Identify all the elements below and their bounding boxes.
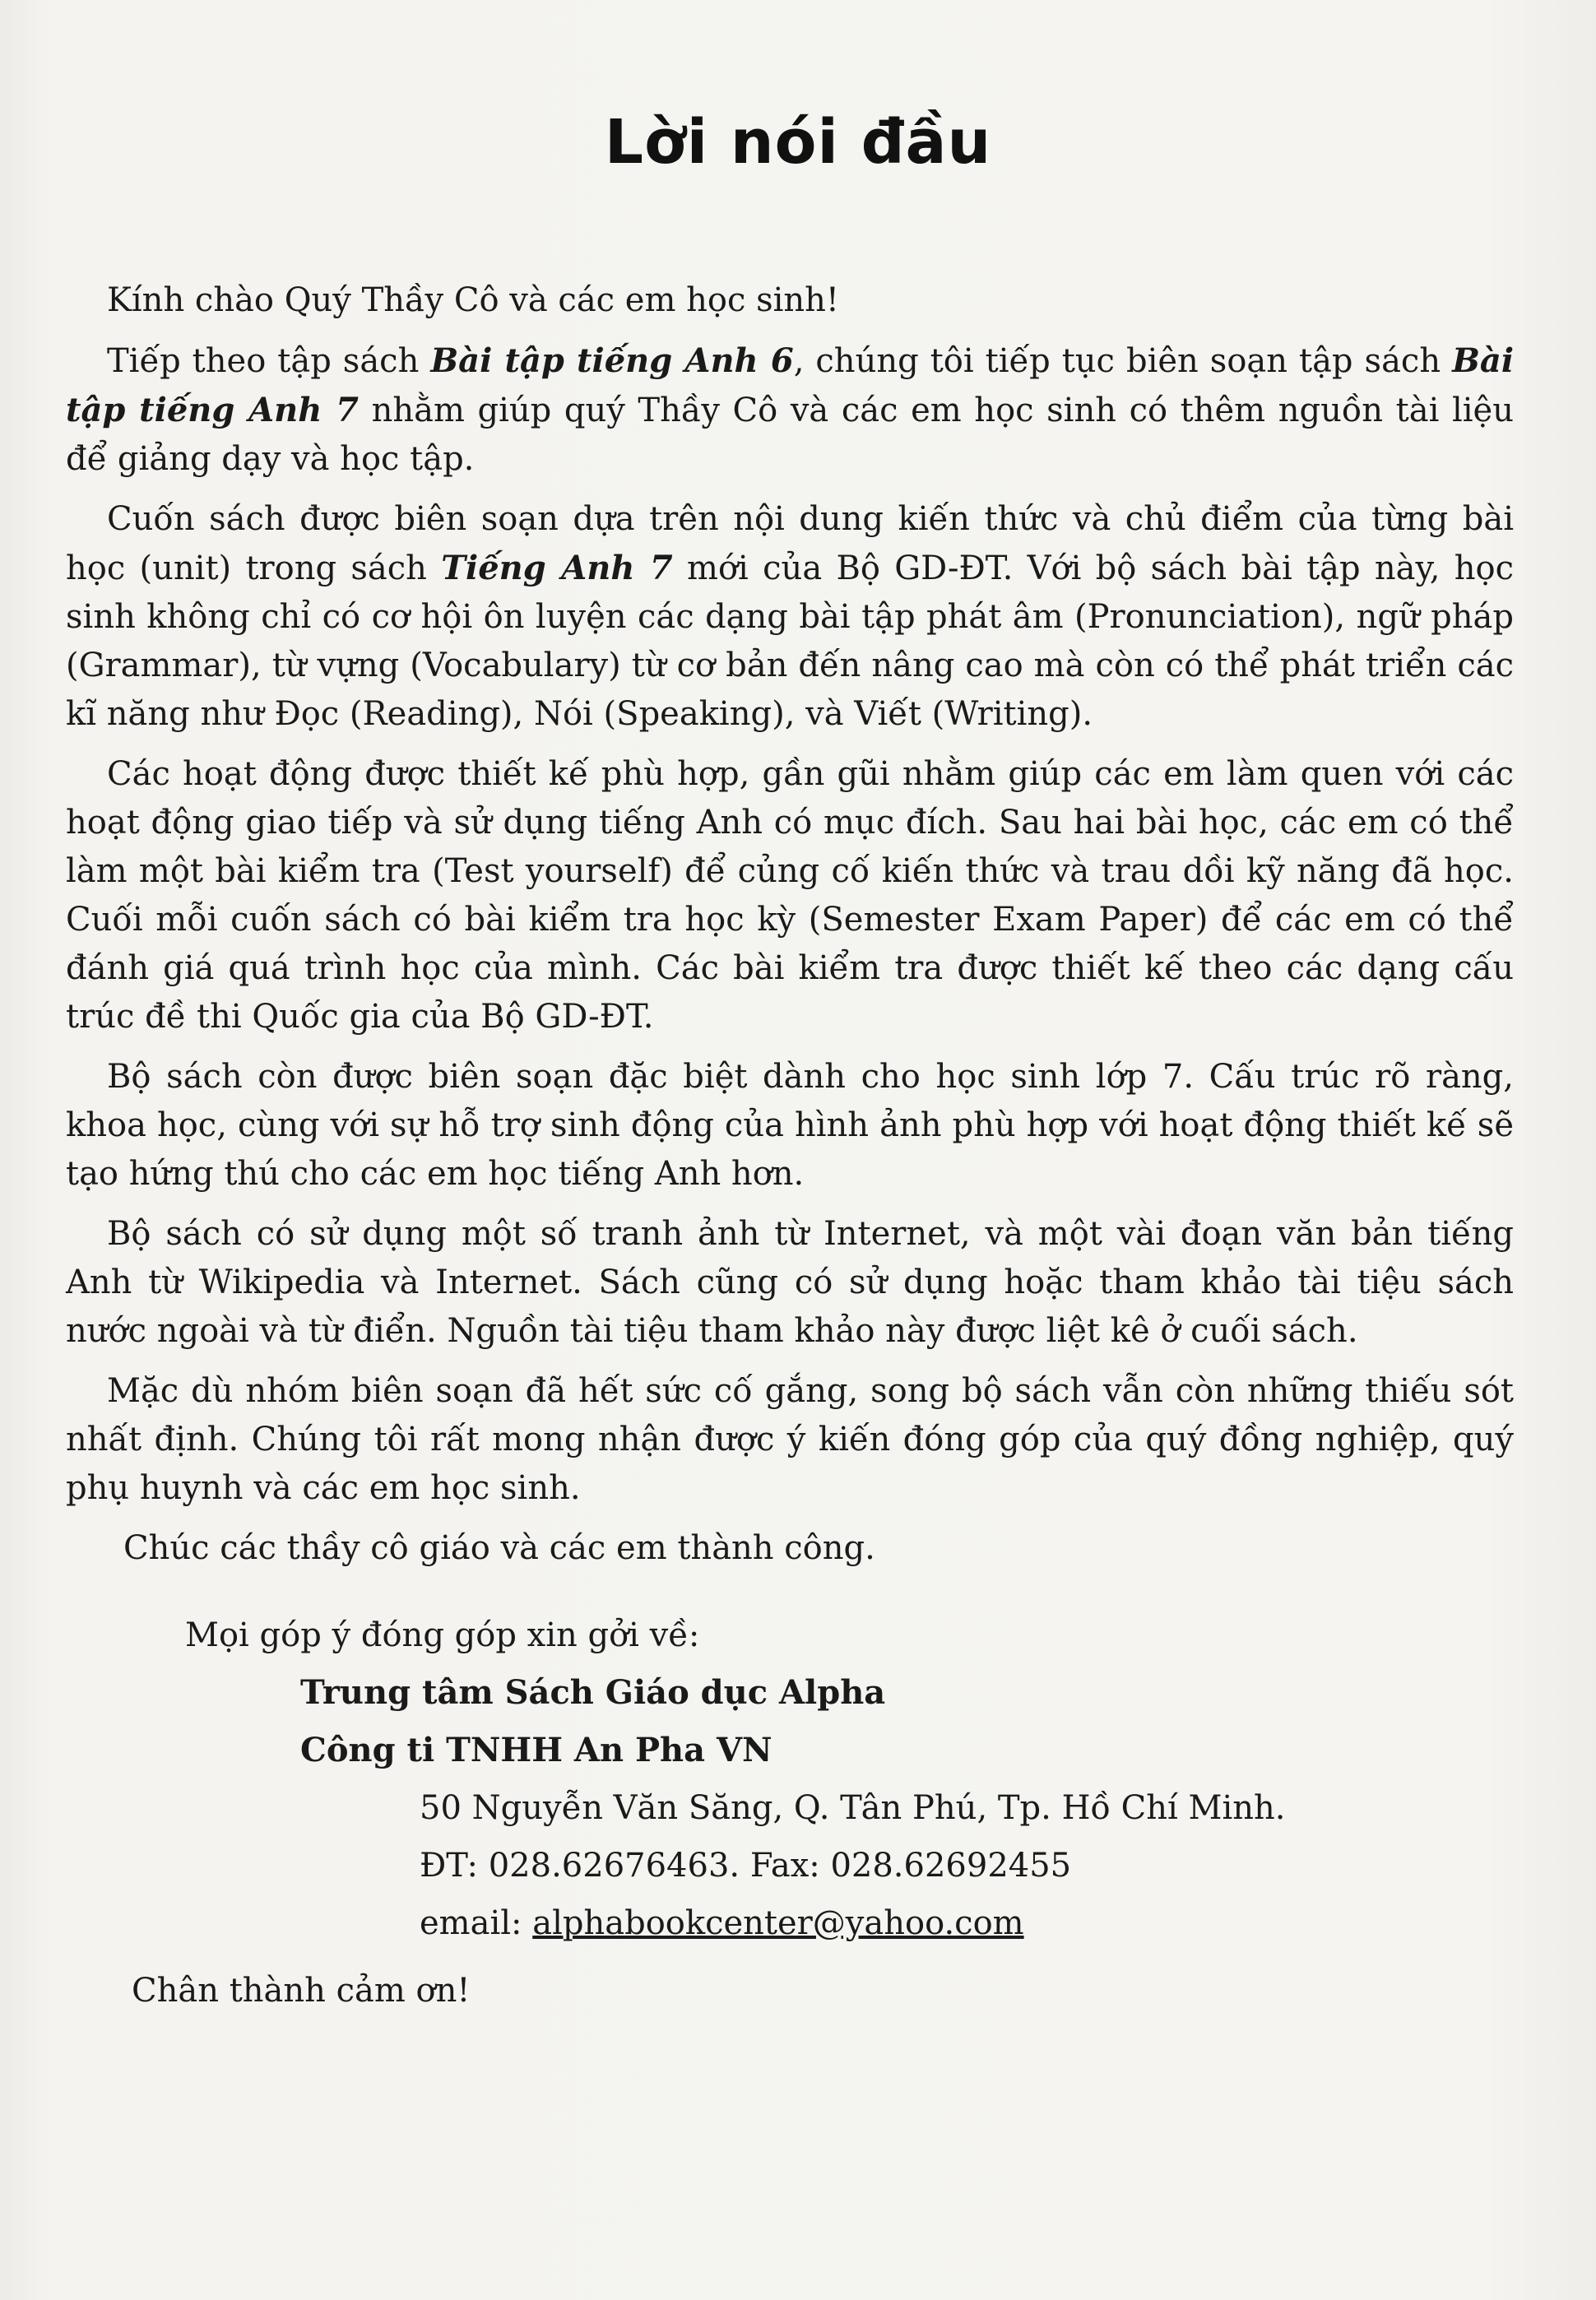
thanks-line: Chân thành cảm ơn! xyxy=(132,1972,471,2010)
company-name: Công ti TNHH An Pha VN xyxy=(300,1731,772,1769)
book-title-7: Bài tập tiếng Anh 7 xyxy=(66,341,1515,429)
paragraph-4 xyxy=(66,1053,1514,1199)
paragraph-6-text: Mặc dù nhóm biên soạn đã hết sức cố gắng, song bộ sách vẫn còn những thiếu sót nhất định. Chúng tôi rất mong nhận được ý kiến đóng góp của quý đồng nghiệp, quý phụ huynh và các em học sinh. xyxy=(66,1372,1514,1507)
organization-name: Trung tâm Sách Giáo dục Alpha xyxy=(300,1673,886,1712)
paragraph-2 xyxy=(66,495,1514,739)
paragraph-3-text: Các hoạt động được thiết kế phù hợp, gần gũi nhằm giúp các em làm quen với các hoạt động giao tiếp và sử dụng tiếng Anh có mục đích. Sau hai bài học, các em có thể làm một bài kiểm tra (Test yourself) để củng cố kiến thức và trau dồi kỹ năng đã học. Cuối mỗi cuốn sách có bài kiểm tra học kỳ (Semester Exam Paper) để các em có thể đánh giá quá trình học của mình. Các bài kiểm tra được thiết kế theo các dạng cấu trúc đề thi Quốc gia của Bộ GD-ĐT. xyxy=(66,755,1514,1036)
paragraph-2-text: mới của Bộ GD-ĐT. Với bộ sách bài tập này, học sinh không chỉ có cơ hội ôn luyện các dạng bài tập phát âm (Pronunciation), ngữ pháp (Grammar), từ vựng (Vocabulary) từ cơ bản đến nâng cao mà còn có thể phát triển các kĩ năng như Đọc (Reading), Nói (Speaking), và Viết (Writing). xyxy=(66,549,1515,733)
paragraph-5 xyxy=(66,1210,1514,1356)
contact-block xyxy=(66,1612,1514,2014)
paragraph-6 xyxy=(66,1367,1514,1513)
paragraph-1 xyxy=(66,336,1514,484)
contact-intro: Mọi góp ý đóng góp xin gởi về: xyxy=(185,1616,700,1654)
address: 50 Nguyễn Văn Săng, Q. Tân Phú, Tp. Hồ Chí Minh. xyxy=(420,1789,1286,1827)
closing-line: Chúc các thầy cô giáo và các em thành công. xyxy=(123,1529,875,1567)
paragraph-5-text: Bộ sách có sử dụng một số tranh ảnh từ Internet, và một vài đoạn văn bản tiếng Anh từ Wikipedia và Internet. Sách cũng có sử dụng hoặc tham khảo tài tiệu sách nước ngoài và từ điển. Nguồn tài tiệu tham khảo này được liệt kê ở cuối sách. xyxy=(66,1215,1514,1350)
paragraph-1-text: , chúng tôi tiếp tục biên soạn tập sách xyxy=(793,342,1453,380)
preface-body xyxy=(66,263,1514,1573)
paragraph-4-text: Bộ sách còn được biên soạn đặc biệt dành cho học sinh lớp 7. Cấu trúc rõ ràng, khoa học, cùng với sự hỗ trợ sinh động của hình ảnh phù hợp với hoạt động thiết kế sẽ tạo hứng thú cho các em học tiếng Anh hơn. xyxy=(66,1058,1514,1193)
email-link[interactable]: alphabookcenter@yahoo.com xyxy=(532,1904,1024,1942)
paragraph-2-text: Cuốn sách được biên soạn dựa trên nội dung kiến thức và chủ điểm của từng bài học (unit) trong sách xyxy=(66,500,1514,587)
greeting: Kính chào Quý Thầy Cô và các em học sinh! xyxy=(107,281,839,319)
email-line xyxy=(420,1900,1514,1946)
paragraph-1-text: nhằm giúp quý Thầy Cô và các em học sinh có thêm nguồn tài liệu để giảng dạy và học tập. xyxy=(66,392,1514,478)
page-title: Lời nói đầu xyxy=(604,107,992,178)
paragraph-3 xyxy=(66,750,1514,1041)
email-label: email: xyxy=(420,1904,533,1942)
paragraph-1-text: Tiếp theo tập sách xyxy=(107,342,431,380)
book-title-6: Bài tập tiếng Anh 6 xyxy=(430,341,794,380)
textbook-title: Tiếng Anh 7 xyxy=(441,549,673,587)
phone-fax: ĐT: 028.62676463. Fax: 028.62692455 xyxy=(420,1847,1072,1885)
